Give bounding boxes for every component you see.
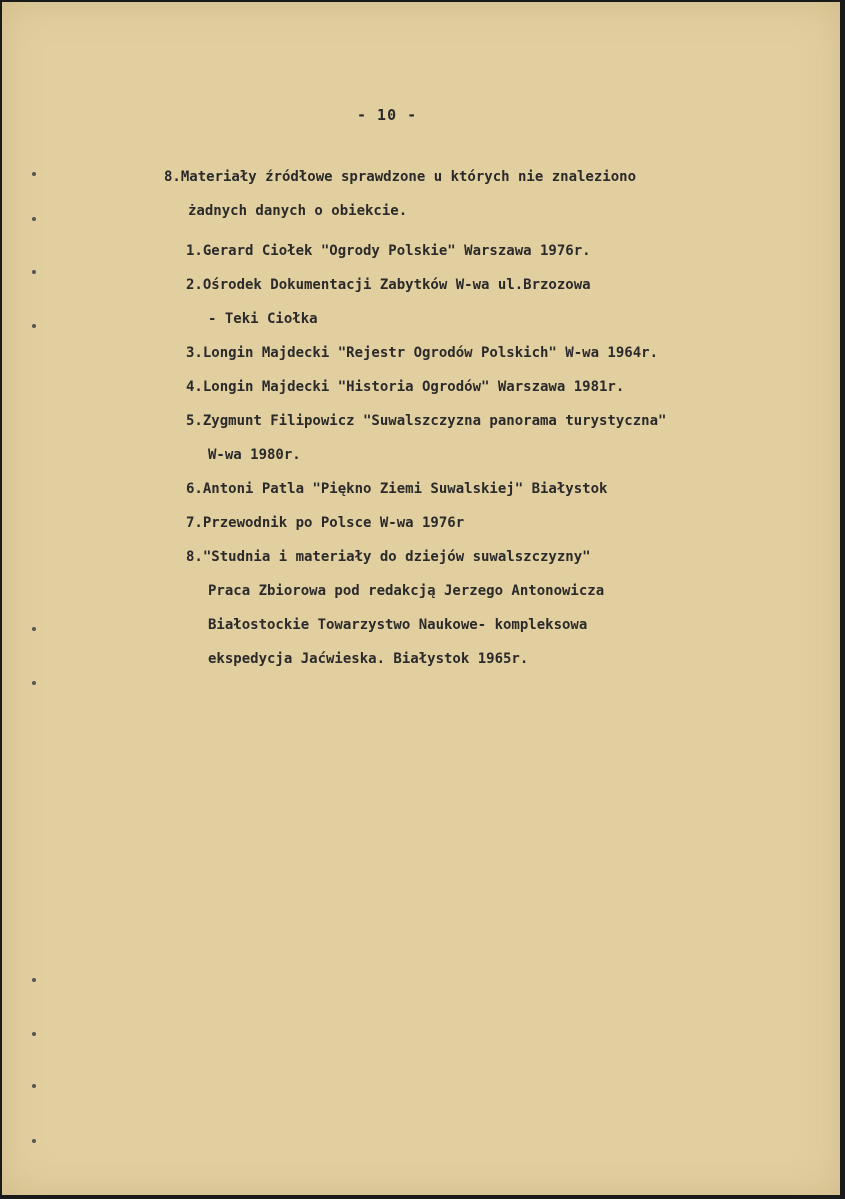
source-line: 2.Ośrodek Dokumentacji Zabytków W-wa ul.Brzozowa <box>186 277 591 293</box>
source-line: ekspedycja Jaćwieska. Białystok 1965r. <box>208 651 529 667</box>
source-line: Białostockie Towarzystwo Naukowe- kompleksowa <box>208 617 588 633</box>
heading-line-1: 8.Materiały źródłowe sprawdzone u których nie znaleziono <box>164 169 637 185</box>
list-item <box>186 336 666 370</box>
binding-hole <box>32 324 36 328</box>
list-item <box>186 268 666 336</box>
binding-hole <box>32 172 36 176</box>
source-list <box>186 234 666 676</box>
source-line: 1.Gerard Ciołek "Ogrody Polskie" Warszawa 1976r. <box>186 243 591 259</box>
heading-line-2: żadnych danych o obiekcie. <box>188 203 408 219</box>
binding-hole <box>32 1139 36 1143</box>
list-item <box>186 506 666 540</box>
list-item <box>186 404 666 472</box>
binding-hole <box>32 681 36 685</box>
list-item <box>186 234 666 268</box>
source-line: 8."Studnia i materiały do dziejów suwalszczyzny" <box>186 549 591 565</box>
binding-hole <box>32 217 36 221</box>
source-line: 6.Antoni Patla "Piękno Ziemi Suwalskiej" Białystok <box>186 481 608 497</box>
source-line: 7.Przewodnik po Polsce W-wa 1976r <box>186 515 465 531</box>
binding-hole <box>32 1084 36 1088</box>
source-line: - Teki Ciołka <box>208 311 318 327</box>
list-item <box>186 540 666 676</box>
binding-hole <box>32 627 36 631</box>
source-line: 5.Zygmunt Filipowicz "Suwalszczyzna panorama turystyczna" <box>186 413 667 429</box>
page-number: - 10 - <box>357 106 418 124</box>
section-heading <box>164 160 636 228</box>
source-line: 3.Longin Majdecki "Rejestr Ogrodów Polskich" W-wa 1964r. <box>186 345 659 361</box>
binding-hole <box>32 978 36 982</box>
source-line: W-wa 1980r. <box>208 447 301 463</box>
list-item <box>186 370 666 404</box>
binding-hole <box>32 270 36 274</box>
source-line: 4.Longin Majdecki "Historia Ogrodów" Warszawa 1981r. <box>186 379 625 395</box>
binding-hole <box>32 1032 36 1036</box>
document-page <box>2 2 840 1195</box>
source-line: Praca Zbiorowa pod redakcją Jerzego Antonowicza <box>208 583 605 599</box>
list-item <box>186 472 666 506</box>
